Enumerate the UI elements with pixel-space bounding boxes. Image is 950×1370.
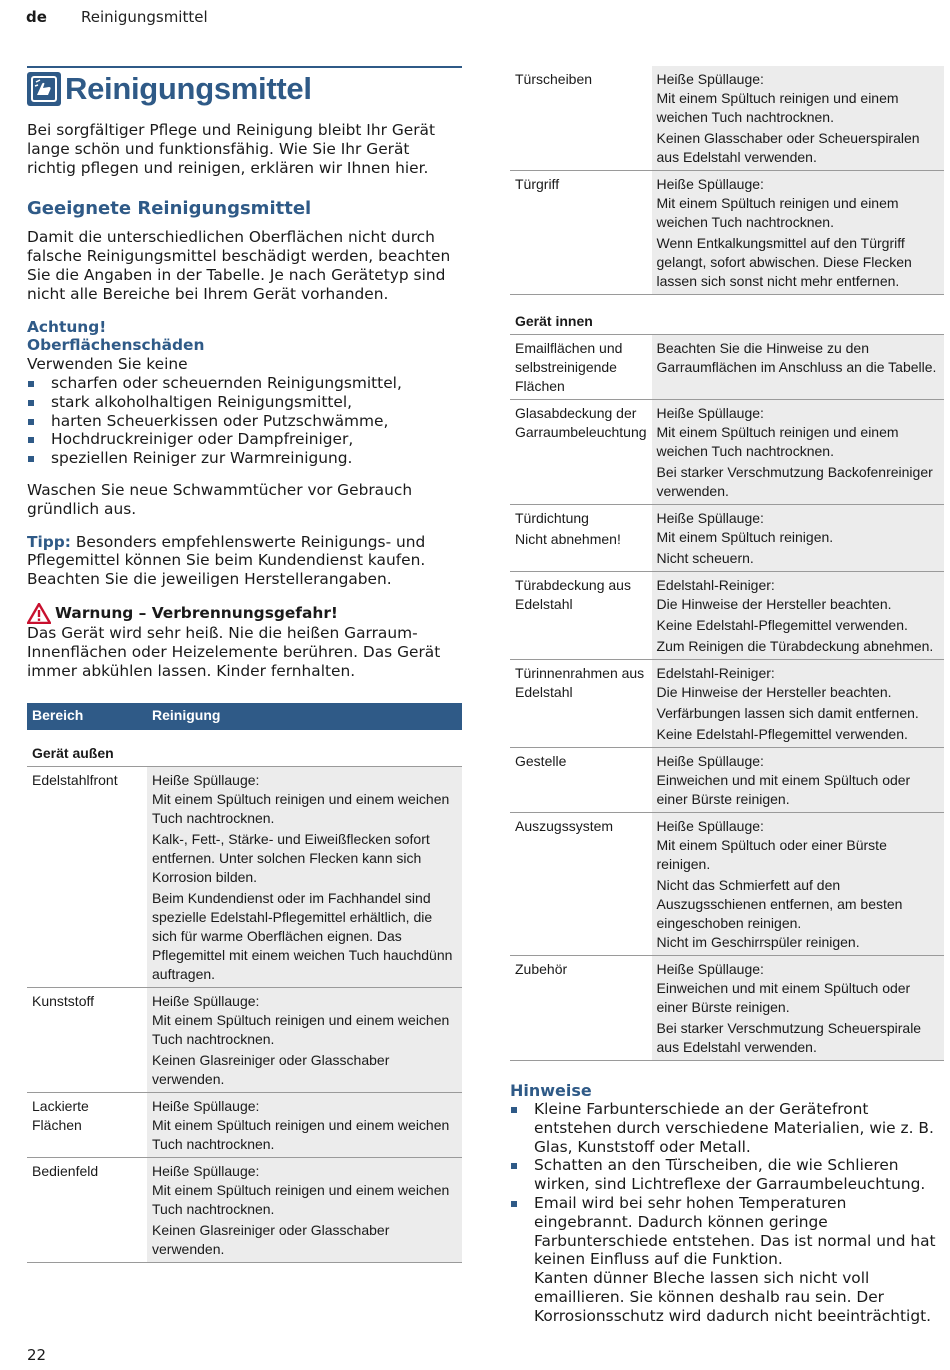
list-item: scharfen oder scheuernden Reinigungsmittel, <box>27 374 462 393</box>
cleaning-cell-line: Heiße Spüllauge: <box>656 510 764 526</box>
table-row <box>510 813 944 956</box>
column-header-area: Bereich <box>27 703 147 730</box>
page-header <box>26 8 208 26</box>
area-cell: Edelstahlfront <box>32 772 118 789</box>
list-item: harten Scheuerkissen oder Putzschwämme, <box>27 412 462 431</box>
table-row <box>510 660 944 748</box>
table-row <box>510 335 944 400</box>
cleaning-cell-line: Mit einem Spültuch reinigen und einem weichen Tuch nachtrocknen. <box>656 195 899 230</box>
warning-title: Warnung – Verbrennungsgefahr! <box>55 604 338 623</box>
intro-paragraph: Bei sorgfältiger Pflege und Reinigung bleibt Ihr Gerät lange schön und funktionsfähig. Wie Sie Ihr Gerät richtig pflegen und reinigen, erklären wir Ihnen hier. <box>27 121 436 177</box>
left-column <box>27 66 462 1263</box>
list-item-text: Email wird bei sehr hohen Temperaturen eingebrannt. Dadurch können geringe Farbunterschiede entstehen. Das ist normal und hat keinen Einfluss auf die Funktion. <box>534 1193 936 1269</box>
cleaning-table <box>27 703 462 1263</box>
cleaning-cell-line: Mit einem Spültuch reinigen und einem weichen Tuch nachtrocknen. <box>152 1012 450 1048</box>
column-header-cleaning: Reinigung <box>147 703 462 730</box>
cleaning-cell-line: Mit einem Spültuch reinigen und einem weichen Tuch nachtrocknen. <box>152 1182 450 1218</box>
cleaning-cell-line: Heiße Spüllauge: <box>656 961 764 977</box>
page-number: 22 <box>27 1346 47 1364</box>
cleaning-cell-line: Heiße Spüllauge: <box>152 1098 260 1115</box>
list-item: Hochdruckreiniger oder Dampfreiniger, <box>27 430 462 449</box>
list-item: stark alkoholhaltigen Reinigungsmittel, <box>27 393 462 412</box>
cleaning-cell-line: Zum Reinigen die Türabdeckung abnehmen. <box>656 638 934 654</box>
cleaning-cell-line: Bei starker Verschmutzung Scheuerspirale aus Edelstahl verwenden. <box>656 1020 922 1055</box>
cleaning-cell-line: Mit einem Spültuch reinigen und einem weichen Tuch nachtrocknen. <box>656 424 899 459</box>
cleaning-cell-line: Wenn Entkalkungsmittel auf den Türgriff gelangt, sofort abwischen. Diese Flecken lassen sich sonst nicht mehr entfernen. <box>656 235 912 289</box>
cleaning-cell-line: Heiße Spüllauge: <box>152 772 260 789</box>
cleaning-cell-line: Heiße Spüllauge: <box>656 818 764 834</box>
notes-heading: Hinweise <box>510 1081 592 1100</box>
area-cell: Emailflächen und selbstreinigende Flächen <box>515 340 623 394</box>
cleaning-cell-line: Heiße Spüllauge: <box>656 405 764 421</box>
cleaning-table-continued <box>510 66 944 1061</box>
cleaning-cell-line: Bei starker Verschmutzung Backofenreiniger verwenden. <box>656 464 933 499</box>
area-cell: Auszugssystem <box>515 818 614 834</box>
group-row-inside <box>510 295 944 335</box>
area-cell: Türscheiben <box>515 71 593 87</box>
caution-subtitle: Oberflächenschäden <box>27 336 205 355</box>
area-cell: Türgriff <box>515 176 560 192</box>
table-row <box>510 505 944 572</box>
table-row <box>510 66 944 171</box>
area-cell: Türabdeckung aus Edelstahl <box>515 577 631 612</box>
table-note-paragraph: Damit die unterschiedlichen Oberflächen nicht durch falsche Reinigungsmittel beschädigt werden, beachten Sie die Angaben in der Tabelle. Je nach Gerätetyp sind nicht alle Bereiche bei Ihrem Gerät vorhanden. <box>27 228 451 303</box>
cleaning-cell-line: Nicht das Schmierfett auf den Auszugsschienen entfernen, am besten eingeschoben reinigen. <box>656 877 903 931</box>
table-row <box>27 767 462 988</box>
header-section-title: Reinigungsmittel <box>81 8 208 26</box>
area-cell: Türinnenrahmen aus Edelstahl <box>515 665 645 700</box>
cleaning-cell-line: Edelstahl-Reiniger: <box>656 665 775 681</box>
burn-warning <box>27 603 462 680</box>
cleaning-cell-line: Keine Edelstahl-Pflegemittel verwenden. <box>656 617 908 633</box>
table-row <box>27 988 462 1093</box>
list-item-extra: Kanten dünner Bleche lassen sich nicht voll emaillieren. Sie können deshalb rau sein. Der Korrosionsschutz wird dadurch nicht beeinträchtigt. <box>534 1269 932 1325</box>
tip-paragraph <box>27 533 462 589</box>
cleaning-cell-line: Keinen Glasreiniger oder Glasschaber verwenden. <box>152 1052 390 1088</box>
area-note: Nicht abnehmen! <box>515 531 621 547</box>
sponge-paragraph: Waschen Sie neue Schwammtücher vor Gebrauch gründlich aus. <box>27 480 413 518</box>
cleaning-cell-line: Heiße Spüllauge: <box>656 176 764 192</box>
caution-lead: Verwenden Sie keine <box>27 355 188 374</box>
cleaning-cell-line: Die Hinweise der Hersteller beachten. <box>656 684 892 700</box>
table-row <box>510 572 944 660</box>
area-cell: Zubehör <box>515 961 568 977</box>
group-row-outside <box>27 730 462 767</box>
tip-text: Besonders empfehlenswerte Reinigungs- und Pflegemittel können Sie beim Kundendienst kaufen. Beachten Sie die jeweiligen Herstellerangaben. <box>27 532 426 589</box>
cleaning-cell-line: Beachten Sie die Hinweise zu den Garraumflächen im Anschluss an die Tabelle. <box>656 340 937 375</box>
caution-heading <box>27 318 462 356</box>
cleaning-cell-line: Kalk-, Fett-, Stärke- und Eiweißflecken sofort entfernen. Unter solchen Flecken kann sich Korrosion bilden. <box>152 831 430 886</box>
area-cell: Kunststoff <box>32 993 95 1010</box>
cleaning-cell-line: Mit einem Spültuch reinigen und einem weichen Tuch nachtrocknen. <box>152 1117 450 1153</box>
language-code: de <box>26 8 47 26</box>
area-cell: Bedienfeld <box>32 1163 99 1180</box>
cleaning-cell-line: Verfärbungen lassen sich damit entfernen. <box>656 705 919 721</box>
group-label: Gerät innen <box>510 295 944 335</box>
cleaning-cell-line: Einweichen und mit einem Spültuch oder einer Bürste reinigen. <box>656 772 911 807</box>
caution-title: Achtung! <box>27 317 107 336</box>
area-cell: Gestelle <box>515 753 567 769</box>
cleaning-cell-line: Edelstahl-Reiniger: <box>656 577 775 593</box>
table-row <box>510 956 944 1061</box>
table-row <box>510 400 944 505</box>
tip-label: Tipp: <box>27 532 71 551</box>
cleaning-cell-line: Die Hinweise der Hersteller beachten. <box>656 596 892 612</box>
notes-section <box>510 1081 944 1326</box>
cleaning-cell-line: Heiße Spüllauge: <box>656 71 764 87</box>
warning-title-row <box>27 603 462 624</box>
area-cell: Türdichtung <box>515 510 589 526</box>
page-title: Reinigungsmittel <box>65 71 312 106</box>
cleaning-cell-line: Einweichen und mit einem Spültuch oder einer Bürste reinigen. <box>656 980 911 1015</box>
area-cell: Lackierte Flächen <box>32 1098 89 1134</box>
cleaning-cell-line: Heiße Spüllauge: <box>656 753 764 769</box>
group-label: Gerät außen <box>27 730 462 767</box>
caution-list <box>27 374 462 468</box>
cleaning-cell-line: Keinen Glasschaber oder Scheuerspiralen aus Edelstahl verwenden. <box>656 130 920 165</box>
cleaning-cell-line: Keine Edelstahl-Pflegemittel verwenden. <box>656 726 908 742</box>
section-heading: Geeignete Reinigungsmittel <box>27 198 312 220</box>
table-header <box>27 703 462 730</box>
table-row <box>510 171 944 295</box>
cleaning-cell-line: Nicht im Geschirrspüler reinigen. <box>656 934 860 950</box>
cleaning-cell-line: Mit einem Spültuch reinigen und einem weichen Tuch nachtrocknen. <box>152 791 450 827</box>
warning-triangle-icon <box>27 603 51 624</box>
cleaning-cell-line: Heiße Spüllauge: <box>152 1163 260 1180</box>
right-column <box>510 66 944 1326</box>
list-item: Kleine Farbunterschiede an der Gerätefront entstehen durch verschiedene Materialien, wie z. B. Glas, Kunststoff oder Metall. <box>510 1100 944 1156</box>
list-item <box>510 1194 944 1326</box>
notes-list <box>510 1100 944 1326</box>
chapter-title-bar <box>27 66 462 107</box>
table-row <box>27 1158 462 1263</box>
list-item: Schatten an den Türscheiben, die wie Schlieren wirken, sind Lichtreflexe der Garraumbeleuchtung. <box>510 1156 944 1194</box>
warning-text: Das Gerät wird sehr heiß. Nie die heißen Garraum-Innenflächen oder Heizelemente berühren. Das Gerät immer abkühlen lassen. Kinder fernhalten. <box>27 623 441 680</box>
cleaning-cell-line: Mit einem Spültuch reinigen und einem weichen Tuch nachtrocknen. <box>656 90 899 125</box>
table-row <box>510 748 944 813</box>
cleaning-hand-icon <box>27 72 61 106</box>
list-item: speziellen Reiniger zur Warmreinigung. <box>27 449 462 468</box>
table-row <box>27 1093 462 1158</box>
cleaning-cell-line: Heiße Spüllauge: <box>152 993 260 1010</box>
cleaning-cell-line: Mit einem Spültuch oder einer Bürste reinigen. <box>656 837 887 872</box>
cleaning-cell-line: Keinen Glasreiniger oder Glasschaber verwenden. <box>152 1222 390 1258</box>
cleaning-cell-line: Mit einem Spültuch reinigen. <box>656 529 834 545</box>
cleaning-cell-line: Beim Kundendienst oder im Fachhandel sind spezielle Edelstahl-Pflegemittel erhältlich, die sich für warme Oberflächen eignen. Das Pflegemittel mit einem weichen Tuch hauchdünn auftragen. <box>152 890 453 983</box>
area-cell: Glasabdeckung der Garraumbeleuchtung <box>515 405 647 440</box>
cleaning-cell-line: Nicht scheuern. <box>656 550 754 566</box>
